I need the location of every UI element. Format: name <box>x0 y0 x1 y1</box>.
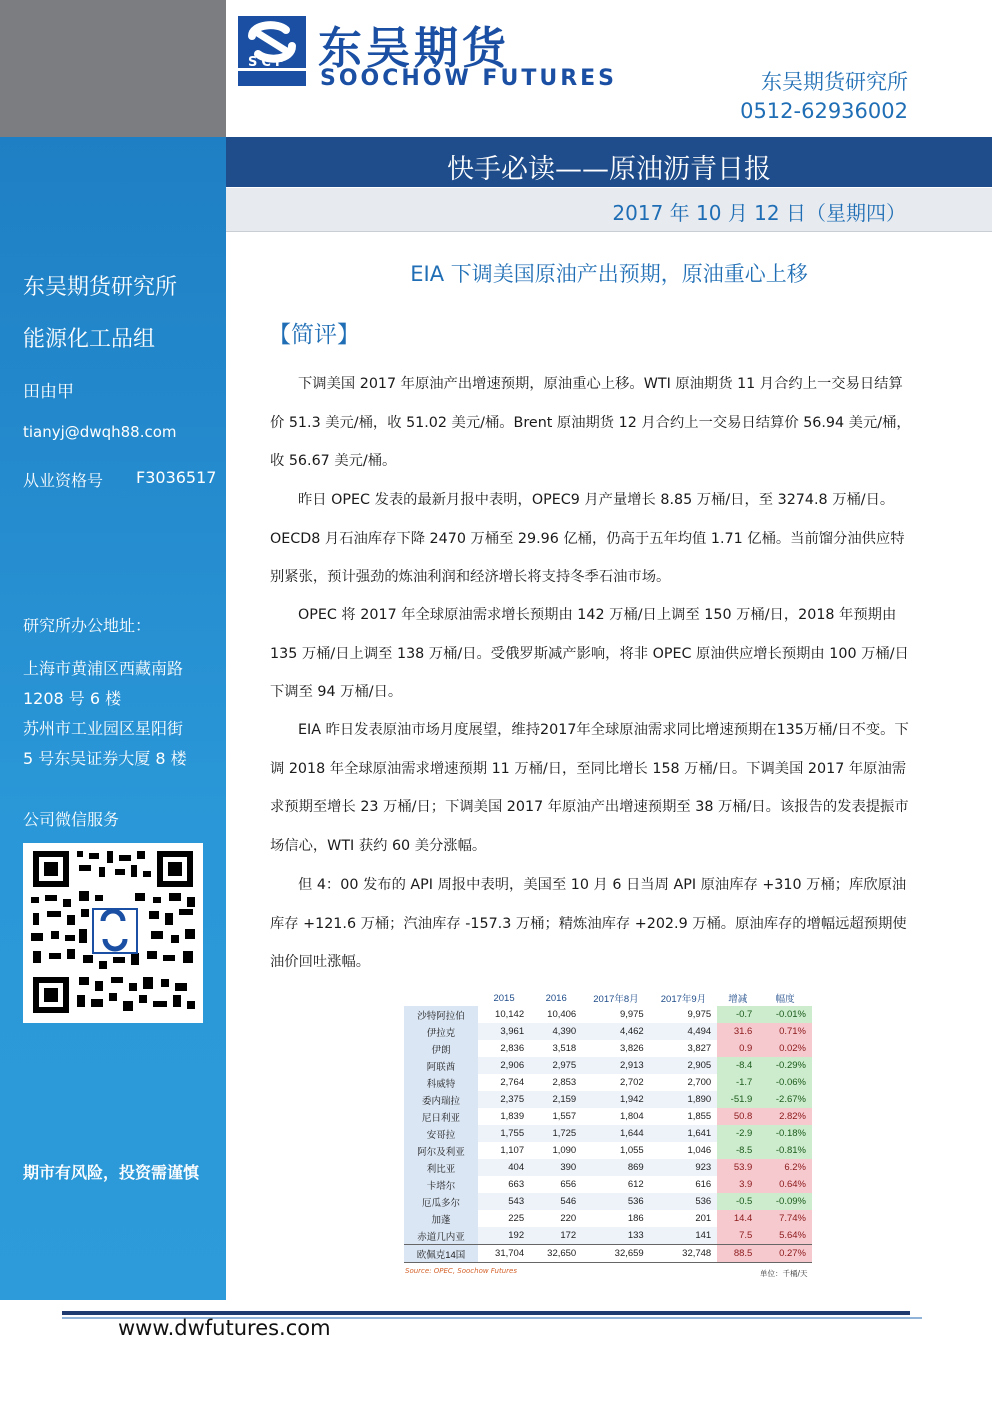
sidebar-risk-notice: 期市有风险，投资需谨慎 <box>23 1163 200 1182</box>
table-cell: 2,905 <box>650 1057 718 1074</box>
table-row <box>404 1108 812 1125</box>
table-header <box>404 990 478 1006</box>
logo-chinese: 东吴期货 <box>318 23 510 74</box>
company-logo-icon <box>238 16 306 86</box>
table-cell: 3,518 <box>552 1043 577 1054</box>
table-cell: 612 <box>627 1179 644 1190</box>
table-cell: 14.4 <box>717 1210 758 1227</box>
table-cell: 923 <box>650 1159 718 1176</box>
table-cell: 2,975 <box>530 1057 582 1074</box>
section-title: 【简评】 <box>268 322 360 348</box>
sidebar-org: 东吴期货研究所 <box>23 275 178 300</box>
table-cell: 2,764 <box>500 1077 525 1088</box>
sidebar-email[interactable]: tianyj@dwqh88.com <box>23 423 177 441</box>
table-cell: 4,494 <box>650 1023 718 1040</box>
paragraph: 下调美国 2017 年原油产出增速预期，原油重心上移。WTI 原油期货 11 月合约上一交易日结算价 51.3 美元/桶，收 51.02 美元/桶。Brent 原油期货 12 月合约上一交易日结算价 56.94 美元/桶，收 56.67 美元/桶。 <box>270 376 911 469</box>
header-institute: 东吴期货研究所 <box>761 70 908 94</box>
table-cell: -8.5 <box>717 1142 758 1159</box>
sidebar-address-line: 5 号东吴证券大厦 8 楼 <box>23 749 187 768</box>
report-title: 快手必读——原油沥青日报 <box>447 154 771 185</box>
table-cell: 2,913 <box>582 1057 650 1074</box>
table-row <box>404 1040 812 1057</box>
paragraph: EIA 昨日发表原油市场月度展望，维持2017年全球原油需求同比增速预期在135万桶/日不变。下调 2018 年全球原油需求增速预期 11 万桶/日，至同比增长 158 万桶/日。下调美国 2017 年原油需求预期至增长 23 万桶/日；下调美国 2017 年原油产出增速预期至 38 万桶/日。该报告的发表提振市场信心，WTI 获约 60 美分涨幅。 <box>270 722 909 854</box>
table-cell-country: 伊拉克 <box>404 1023 478 1040</box>
table-cell: 0.9 <box>717 1040 758 1057</box>
table-cell: 869 <box>582 1159 650 1176</box>
table-cell: 1,804 <box>619 1111 644 1122</box>
table-row <box>404 1074 812 1091</box>
table-cell: 1,557 <box>552 1111 577 1122</box>
date-bar <box>226 188 992 232</box>
table-cell: 88.5 <box>717 1245 758 1263</box>
headline: EIA 下调美国原油产出预期，原油重心上移 <box>410 262 808 286</box>
table-cell-country: 科威特 <box>404 1074 478 1091</box>
table-cell: -0.81% <box>758 1142 812 1159</box>
table-cell: 31,704 <box>478 1245 530 1263</box>
table-cell: 5.64% <box>758 1227 812 1245</box>
table-cell: 0.71% <box>758 1023 812 1040</box>
table-row <box>404 1227 812 1245</box>
table-row <box>404 1125 812 1142</box>
table-cell: 1,055 <box>619 1145 644 1156</box>
table-cell: 6.2% <box>758 1159 812 1176</box>
table-cell: 220 <box>560 1213 577 1224</box>
table-cell-country: 安哥拉 <box>404 1125 478 1142</box>
table-cell-country: 委内瑞拉 <box>404 1091 478 1108</box>
table-cell: 10,406 <box>547 1009 577 1020</box>
table-row <box>404 1023 812 1040</box>
table-cell-country: 阿尔及利亚 <box>404 1142 478 1159</box>
table-cell-country: 尼日利亚 <box>404 1108 478 1125</box>
table-row <box>404 1006 812 1023</box>
table-cell: 2,375 <box>478 1091 530 1108</box>
paragraph: OPEC 将 2017 年全球原油需求增长预期由 142 万桶/日上调至 150 万桶/日，2018 年预期由 135 万桶/日上调至 138 万桶/日。受俄罗斯减产影响，将非 OPEC 原油供应增长预期由 100 万桶/日下调至 94 万桶/日。 <box>270 607 909 700</box>
table-cell: -0.01% <box>758 1006 812 1023</box>
table-row <box>404 1091 812 1108</box>
table-cell-country: 伊朗 <box>404 1040 478 1057</box>
wechat-qr-code[interactable] <box>23 843 203 1023</box>
table-cell: 7.74% <box>758 1210 812 1227</box>
table-cell: 2,906 <box>478 1057 530 1074</box>
table-row <box>404 1057 812 1074</box>
table-cell-country: 加蓬 <box>404 1210 478 1227</box>
sidebar-license-label: 从业资格号 <box>23 471 104 490</box>
sidebar-address-line: 苏州市工业园区星阳街 <box>23 719 184 738</box>
table-cell: 2,853 <box>552 1077 577 1088</box>
paragraph: 昨日 OPEC 发表的最新月报中表明，OPEC9 月产量增长 8.85 万桶/日，至 3274.8 万桶/日。OECD8 月石油库存下降 2470 万桶至 29.96 亿桶，仍高于五年均值 1.71 亿桶。当前馏分油供应特别紧张，预计强劲的炼油利润和经济增长将支持冬季石油市场。 <box>270 492 905 585</box>
table-header: 增减 <box>728 994 748 1005</box>
table-cell: 1,090 <box>552 1145 577 1156</box>
table-cell: 3,961 <box>478 1023 530 1040</box>
table-cell: 3,827 <box>687 1043 712 1054</box>
table-cell: 0.02% <box>758 1040 812 1057</box>
sidebar-address-line: 1208 号 6 楼 <box>23 689 122 708</box>
table-cell: 32,659 <box>582 1245 650 1263</box>
table-cell-country: 卡塔尔 <box>404 1176 478 1193</box>
table-cell: 543 <box>478 1193 530 1210</box>
table-cell: 133 <box>582 1227 650 1245</box>
sidebar-group: 能源化工品组 <box>23 327 156 352</box>
table-cell: 3.9 <box>717 1176 758 1193</box>
table-cell: 50.8 <box>717 1108 758 1125</box>
table-cell: 7.5 <box>717 1227 758 1245</box>
table-cell: -0.18% <box>758 1125 812 1142</box>
table-cell: -0.7 <box>717 1006 758 1023</box>
table-cell: 546 <box>530 1193 582 1210</box>
table-source: Source: OPEC, Soochow Futures <box>405 1267 517 1275</box>
table-cell: 656 <box>560 1179 577 1190</box>
table-unit: 单位：千桶/天 <box>760 1269 808 1278</box>
logo-badge: SCF <box>248 55 288 70</box>
table-cell: 1,644 <box>582 1125 650 1142</box>
table-cell: 1,641 <box>650 1125 718 1142</box>
table-cell: 1,725 <box>530 1125 582 1142</box>
sidebar-license-no: F3036517 <box>136 468 217 487</box>
table-cell: 390 <box>530 1159 582 1176</box>
table-cell-country: 阿联酋 <box>404 1057 478 1074</box>
table-row <box>404 1142 812 1159</box>
table-cell: 31.6 <box>717 1023 758 1040</box>
table-cell: 4,462 <box>582 1023 650 1040</box>
report-date: 2017 年 10 月 12 日（星期四） <box>612 201 906 225</box>
table-cell: 186 <box>627 1213 644 1224</box>
paragraph: 但 4：00 发布的 API 周报中表明，美国至 10 月 6 日当周 API 原油库存 +310 万桶；库欣原油库存 +121.6 万桶；汽油库存 -157.3 万桶；精炼油库存 +202.9 万桶。原油库存的增幅远超预期使油价回吐涨幅。 <box>270 877 907 970</box>
table-cell-country: 欧佩克14国 <box>404 1245 478 1263</box>
table-cell: 1,839 <box>500 1111 525 1122</box>
header-phone: 0512-62936002 <box>740 99 908 123</box>
footer-divider <box>62 1311 910 1315</box>
table-cell: 0.27% <box>758 1245 812 1263</box>
table-cell: 0.64% <box>758 1176 812 1193</box>
table-row <box>404 1159 812 1176</box>
table-cell-country: 厄瓜多尔 <box>404 1193 478 1210</box>
table-cell: 1,107 <box>500 1145 525 1156</box>
opec-production-table <box>404 990 812 1263</box>
table-cell: 2,700 <box>687 1077 712 1088</box>
table-cell: -2.9 <box>717 1125 758 1142</box>
table-cell: 9,975 <box>619 1009 644 1020</box>
table-header: 2017年9月 <box>660 994 707 1005</box>
table-cell: 32,650 <box>530 1245 582 1263</box>
qr-code-icon <box>23 843 203 1023</box>
sidebar-analyst: 田由甲 <box>23 382 74 402</box>
sidebar-top-band <box>0 0 226 137</box>
table-header: 2016 <box>545 992 567 1004</box>
table-row <box>404 1193 812 1210</box>
table-row <box>404 1210 812 1227</box>
table-cell: 10,142 <box>495 1009 525 1020</box>
table-cell: 1,855 <box>687 1111 712 1122</box>
table-cell: 2,702 <box>619 1077 644 1088</box>
table-cell-country: 赤道几内亚 <box>404 1227 478 1245</box>
logo-english: SOOCHOW FUTURES <box>320 66 618 91</box>
table-cell-country: 沙特阿拉伯 <box>404 1006 478 1023</box>
table-cell: 141 <box>650 1227 718 1245</box>
table-cell: 536 <box>582 1193 650 1210</box>
table-cell: 201 <box>695 1213 712 1224</box>
table-cell: 192 <box>478 1227 530 1245</box>
table-cell: 32,748 <box>650 1245 718 1263</box>
table-cell: 1,046 <box>687 1145 712 1156</box>
sidebar-wechat-label: 公司微信服务 <box>23 810 120 829</box>
table-cell: 2.82% <box>758 1108 812 1125</box>
table-cell-country: 利比亚 <box>404 1159 478 1176</box>
table-cell: 1,942 <box>582 1091 650 1108</box>
table-header: 2015 <box>493 992 515 1004</box>
table-cell: 3,826 <box>619 1043 644 1054</box>
table-cell: -0.5 <box>717 1193 758 1210</box>
table-cell: -1.7 <box>717 1074 758 1091</box>
table-row <box>404 1245 812 1263</box>
table-header: 幅度 <box>775 994 795 1005</box>
table-cell: 1,755 <box>478 1125 530 1142</box>
table-cell: 616 <box>695 1179 712 1190</box>
table-cell: 9,975 <box>687 1009 712 1020</box>
table-cell: 2,836 <box>500 1043 525 1054</box>
table-cell: -8.4 <box>717 1057 758 1074</box>
table-cell: 404 <box>478 1159 530 1176</box>
table-cell: 225 <box>508 1213 525 1224</box>
footer-url[interactable]: www.dwfutures.com <box>118 1316 331 1340</box>
table-cell: 4,390 <box>530 1023 582 1040</box>
table-cell: -0.06% <box>758 1074 812 1091</box>
table-cell: 663 <box>508 1179 525 1190</box>
report-title-bar <box>226 137 992 187</box>
table-cell: 2,159 <box>530 1091 582 1108</box>
table-row <box>404 1176 812 1193</box>
table-cell: 53.9 <box>717 1159 758 1176</box>
table-cell: -0.09% <box>758 1193 812 1210</box>
table-cell: -0.29% <box>758 1057 812 1074</box>
table-cell: -2.67% <box>758 1091 812 1108</box>
sidebar-address-line: 上海市黄浦区西藏南路 <box>23 659 184 678</box>
table-cell: 1,890 <box>650 1091 718 1108</box>
table-header: 2017年8月 <box>593 994 639 1005</box>
table-header-row <box>404 990 812 1006</box>
table-cell: 536 <box>650 1193 718 1210</box>
table-cell: 172 <box>530 1227 582 1245</box>
table-cell: -51.9 <box>717 1091 758 1108</box>
sidebar-address-label: 研究所办公地址： <box>23 616 152 635</box>
